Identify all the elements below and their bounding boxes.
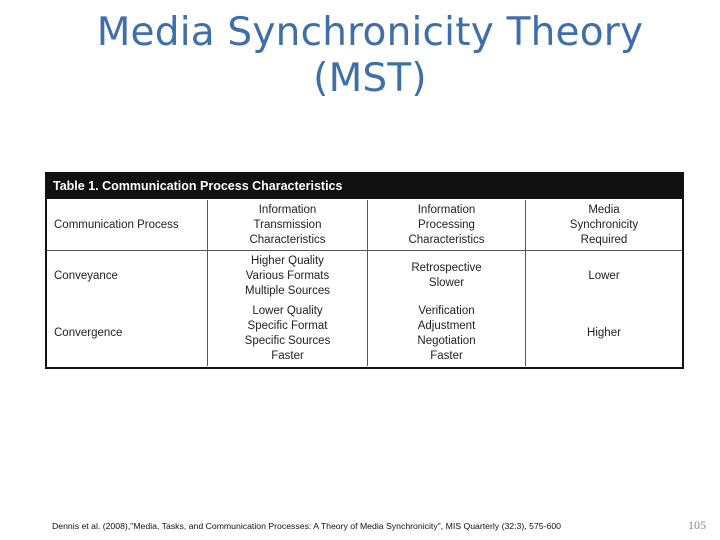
header-line: Transmission (253, 218, 322, 231)
header-media-synchronicity (525, 200, 682, 250)
citation: Dennis et al. (2008),"Media, Tasks, and Communication Processes: A Theory of Media Synchronicity", MIS Quarterly (32:3), 575-600 (52, 521, 561, 531)
cell-transmission (207, 301, 367, 366)
cell-line: Verification (418, 304, 475, 317)
cell-line: Specific Format (247, 319, 328, 332)
slide-title-line-2: (MST) (313, 56, 427, 101)
table-header-row (47, 200, 682, 251)
header-communication-process-text: Communication Process (54, 218, 179, 231)
header-line: Required (580, 233, 628, 246)
slide-title-line-1: Media Synchronicity Theory (96, 10, 644, 55)
characteristics-table (45, 172, 684, 369)
header-line: Processing (418, 218, 475, 231)
cell-text: Convergence (54, 327, 123, 339)
header-line: Media (588, 203, 620, 216)
cell-line: Various Formats (245, 269, 330, 282)
cell-text: Conveyance (54, 269, 118, 282)
cell-line: Negotiation (417, 334, 476, 347)
cell-line: Faster (271, 349, 304, 362)
page-number: 105 (688, 518, 706, 532)
cell-line: Faster (430, 349, 463, 362)
cell-processing (367, 301, 525, 366)
cell-process (47, 251, 207, 301)
cell-synchronicity (525, 251, 682, 301)
cell-line: Retrospective (411, 262, 482, 274)
cell-process (47, 301, 207, 366)
header-information-transmission (207, 200, 367, 250)
cell-line: Multiple Sources (244, 284, 330, 297)
header-information-processing (367, 200, 525, 250)
header-line: Information (258, 203, 317, 216)
cell-synchronicity (525, 301, 682, 366)
header-communication-process (47, 200, 207, 250)
header-line: Synchronicity (569, 218, 639, 231)
cell-line: Specific Sources (244, 334, 331, 347)
cell-line: Adjustment (417, 319, 476, 332)
cell-text: Lower (588, 269, 620, 282)
header-line: Characteristics (408, 233, 485, 246)
cell-line: Lower Quality (252, 304, 323, 317)
header-line: Characteristics (249, 233, 326, 246)
cell-line: Slower (428, 277, 465, 289)
cell-text: Higher (587, 327, 621, 339)
table-row-convergence (47, 301, 682, 366)
cell-line: Higher Quality (251, 254, 324, 267)
cell-transmission (207, 251, 367, 301)
header-line: Information (417, 203, 476, 216)
cell-processing (367, 251, 525, 301)
table-caption: Table 1. Communication Process Characteristics (47, 172, 682, 199)
table-row-conveyance (47, 251, 682, 301)
slide-title (60, 10, 680, 102)
